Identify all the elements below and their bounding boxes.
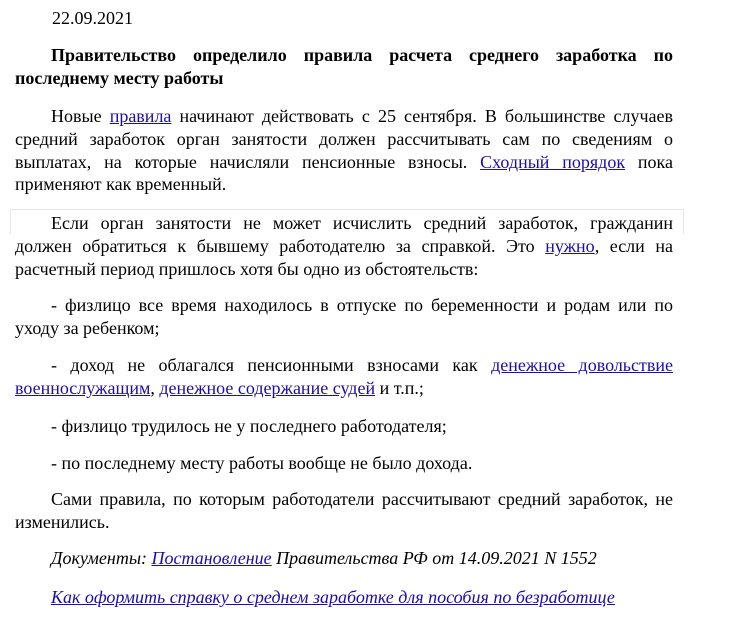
news-date: 22.09.2021 [52, 8, 133, 28]
paragraph-intro [15, 105, 673, 196]
paragraph-employer-certificate [15, 212, 673, 280]
link-needed[interactable]: нужно [545, 235, 595, 256]
text: , [150, 377, 160, 398]
text: Правительства РФ от 14.09.2021 N 1552 [271, 548, 597, 568]
link-rules[interactable]: правила [109, 106, 172, 126]
text: пока применяют как временный. [15, 151, 673, 195]
paragraph-rules-unchanged: Сами правила, по которым работодатели рассчитывают средний заработок, не изменились. [15, 489, 673, 532]
documents-line [15, 547, 673, 570]
news-title: Правительство определило правила расчета среднего заработка по последнему месту работы [15, 45, 673, 88]
link-military-allowance[interactable]: денежное довольствие военнослужащим [15, 355, 673, 398]
text: Если орган занятости не может исчислить средний заработок, гражданин должен обратиться к бывшему работодателю за справкой. Это [15, 213, 673, 256]
text: , если на расчетный период пришлось хотя бы одно из обстоятельств: [15, 235, 673, 279]
documents-label: Документы: [51, 548, 152, 568]
list-item: - физлицо все время находилось в отпуске по беременности и родам или по уходу за ребенком; [15, 295, 673, 338]
list-item: - физлицо трудилось не у последнего работодателя; [51, 416, 447, 436]
text: Новые [51, 106, 110, 126]
howto-line [15, 586, 673, 609]
text: и т.п.; [375, 377, 424, 398]
list-item: - по последнему месту работы вообще не было дохода. [51, 453, 473, 473]
text: начинают действовать с 25 сентября. В большинстве случаев средний заработок орган занятости должен рассчитывать сам по сведениям о выплатах, на которые начисляли пенсионные взносы. [15, 106, 673, 172]
link-resolution[interactable]: Постановление [151, 548, 272, 568]
link-howto-certificate[interactable]: Как оформить справку о среднем заработке для пособия по безработице [51, 587, 615, 607]
text: - доход не облагался пенсионными взносами как [51, 355, 492, 375]
list-item [15, 354, 673, 400]
link-similar-order[interactable]: Сходный порядок [480, 151, 626, 172]
link-judges-salary[interactable]: денежное содержание судей [159, 377, 376, 398]
